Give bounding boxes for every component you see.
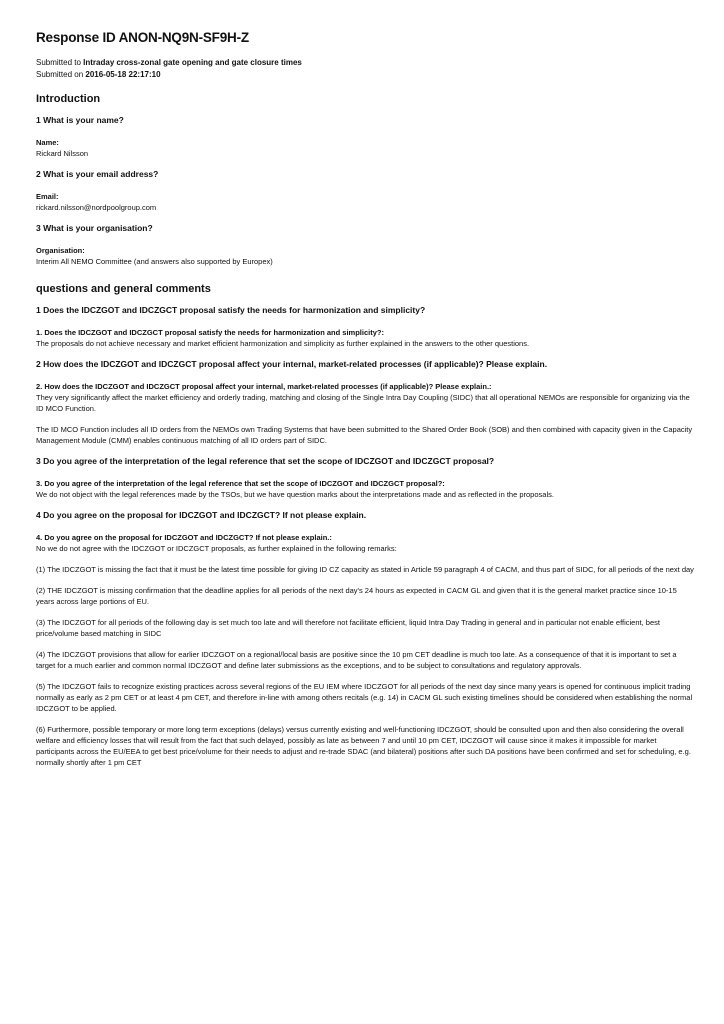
question-4: 4 Do you agree on the proposal for IDCZGOT and IDCZGCT? If not please explain.	[36, 510, 367, 520]
submitted-to-value: Intraday cross-zonal gate opening and gate closure times	[83, 58, 302, 67]
question-2: 2 How does the IDCZGOT and IDCZGCT proposal affect your internal, market-related processes (if applicable)? Please explain.	[36, 359, 548, 369]
submitted-on-prefix: Submitted on	[36, 70, 86, 79]
question-3: 3 Do you agree of the interpretation of the legal reference that set the scope of IDCZGOT and IDCZGCT proposal?	[36, 456, 495, 466]
submitted-on	[36, 69, 696, 81]
submitted-to	[36, 57, 696, 69]
organisation-value: Interim All NEMO Committee (and answers also supported by Europex)	[36, 257, 273, 266]
question-4-label: 4. Do you agree on the proposal for IDCZGOT and IDCZGCT? If not please explain.:	[36, 533, 332, 542]
question-1-label: 1. Does the IDCZGOT and IDCZGCT proposal satisfy the needs for harmonization and simplicity?:	[36, 328, 384, 337]
question-4-answer-intro: No we do not agree with the IDCZGOT or IDCZGCT proposals, as further explained in the following remarks:	[36, 544, 397, 553]
submitted-to-prefix: Submitted to	[36, 58, 84, 67]
email-label: Email:	[36, 192, 59, 201]
page-title: Response ID ANON-NQ9N-SF9H-Z	[36, 30, 249, 45]
question-2-label: 2. How does the IDCZGOT and IDCZGCT proposal affect your internal, market-related processes (if applicable)? Please explain.:	[36, 382, 492, 391]
remark-1: (1) The IDCZGOT is missing the fact that it must be the latest time possible for giving ID CZ capacity as stated in Article 59 paragraph 4 of CACM, and thus part of SIDC, for all periods of the next day	[36, 565, 694, 574]
section-general-comments: questions and general comments	[36, 283, 211, 295]
name-label: Name:	[36, 138, 59, 147]
question-1: 1 Does the IDCZGOT and IDCZGCT proposal satisfy the needs for harmonization and simplicity?	[36, 305, 426, 315]
question-2-answer-1: They very significantly affect the market efficiency and orderly trading, matching and closing of the Single Intra Day Coupling (SIDC) that all operational NEMOs are responsible for organizing via the ID MCO Function.	[36, 393, 690, 413]
submitted-on-value: 2016-05-18 22:17:10	[85, 70, 161, 79]
document-page	[36, 30, 696, 778]
remark-6: (6) Furthermore, possible temporary or more long term exceptions (delays) versus currently existing and well-functioning IDCZGOT, should be consulted upon and then also considering the overall welfare and efficiency losses that will result from the fact that such delayed, possibly as late as between 7 and until 10 pm CET, IDCZGOT will cause since it makes it impossible for market participants across the EU/EEA to get best price/volume for their needs to adjust and re-trade SDAC (and bilateral) positions after such DA positions have been confirmed and set for scheduling, e.g. normally shortly after 1 pm CET	[36, 725, 691, 767]
remark-4: (4) The IDCZGOT provisions that allow for earlier IDCZGOT on a regional/local basis are positive since the 10 pm CET deadline is much too late. As a consequence of that it is important to set a target for a much earlier and common normal IDCZGOT and define later submissions as the exceptions, and to be subject to consultations and regulatory approvals.	[36, 650, 677, 670]
remark-3: (3) The IDCZGOT for all periods of the following day is set much too late and will therefore not facilitate efficient, liquid Intra Day Trading in general and in particular not enable efficient, best price/volume based matching in SIDC	[36, 618, 660, 638]
organisation-label: Organisation:	[36, 246, 85, 255]
question-name: 1 What is your name?	[36, 115, 124, 125]
remark-2: (2) THE IDCZGOT is missing confirmation that the deadline applies for all periods of the next day's 24 hours as expected in CACM GL and given that it is the general market practice since 10-15 years across large portions of EU.	[36, 586, 677, 606]
question-3-label: 3. Do you agree of the interpretation of the legal reference that set the scope of IDCZGOT and IDCZGCT proposal?:	[36, 479, 445, 488]
question-email: 2 What is your email address?	[36, 169, 159, 179]
name-value: Rickard Nilsson	[36, 149, 89, 158]
section-introduction: Introduction	[36, 93, 101, 105]
question-3-answer: We do not object with the legal references made by the TSOs, but we have question marks about the interpretations made and as reflected in the proposals.	[36, 490, 554, 499]
question-1-answer: The proposals do not achieve necessary and market efficient harmonization and simplicity as further explained in the answers to the other questions.	[36, 339, 530, 348]
email-value: rickard.nilsson@nordpoolgroup.com	[36, 203, 157, 212]
question-2-answer-2: The ID MCO Function includes all ID orders from the NEMOs own Trading Systems that have been submitted to the Shared Order Book (SOB) and then combined with capacity given in the Capacity Management Module (CMM) enables continuous matching of all ID orders part of SIDC.	[36, 425, 693, 445]
question-organisation: 3 What is your organisation?	[36, 223, 153, 233]
remark-5: (5) The IDCZGOT fails to recognize existing practices across several regions of the EU IEM where IDCZGOT for all periods of the next day since many years is opened for continuous implicit trading normally as early as 2 pm CET or at least 4 pm CET, and therefore in-line with among others recitals (e.g. 14) in CACM GL such existing timelines should be considered when establishing the normal IDCZGOT to be applied.	[36, 682, 693, 713]
